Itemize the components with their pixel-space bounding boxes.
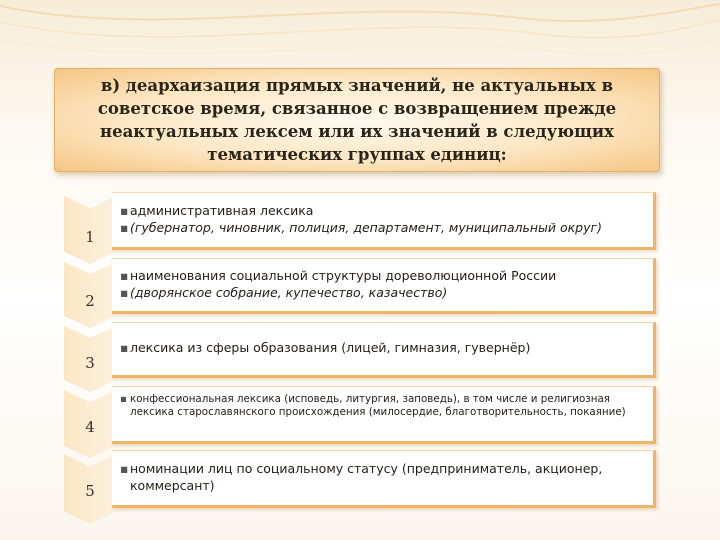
item-1-text: административная лексика <box>130 203 314 218</box>
item-1-examples: (губернатор, чиновник, полиция, департамент, муниципальный округ) <box>130 220 602 235</box>
slide-title: в) деархаизация прямых значений, не актуальных в советское время, связанное с возвращением прежде неактуальных лексем или их значений в следующих тематических группах единиц: <box>97 76 617 164</box>
item-box-1 <box>112 192 656 250</box>
bullet-icon: ▪ <box>120 220 129 235</box>
item-box-3 <box>112 322 656 378</box>
item-number-4: 4 <box>85 418 95 436</box>
item-number-5: 5 <box>85 482 95 500</box>
item-5-text: номинации лиц по социальному статусу (предприниматель, акционер, коммерсант) <box>130 461 603 493</box>
item-number-2: 2 <box>85 292 95 310</box>
item-3-text: лексика из сферы образования (лицей, гимназия, гувернёр) <box>130 340 531 355</box>
item-box-5 <box>112 450 656 508</box>
item-number-1: 1 <box>85 228 95 246</box>
title-box <box>54 68 660 172</box>
bullet-icon: ▪ <box>120 340 129 355</box>
item-4-text: конфессиональная лексика (исповедь, литургия, заповедь), в том числе и религиозная лексика старославянского происхождения (милосердие, благотворительность, покаяние) <box>130 393 626 418</box>
item-box-2 <box>112 258 656 314</box>
item-box-4 <box>112 386 656 444</box>
bullet-icon: ▪ <box>120 461 129 476</box>
bullet-icon: ▪ <box>120 203 129 218</box>
bullet-icon: ▪ <box>120 393 127 405</box>
item-2-examples: (дворянское собрание, купечество, казачество) <box>130 285 448 300</box>
item-number-3: 3 <box>85 354 95 372</box>
item-2-text: наименования социальной структуры дореволюционной России <box>130 268 557 283</box>
bullet-icon: ▪ <box>120 285 129 300</box>
bullet-icon: ▪ <box>120 268 129 283</box>
